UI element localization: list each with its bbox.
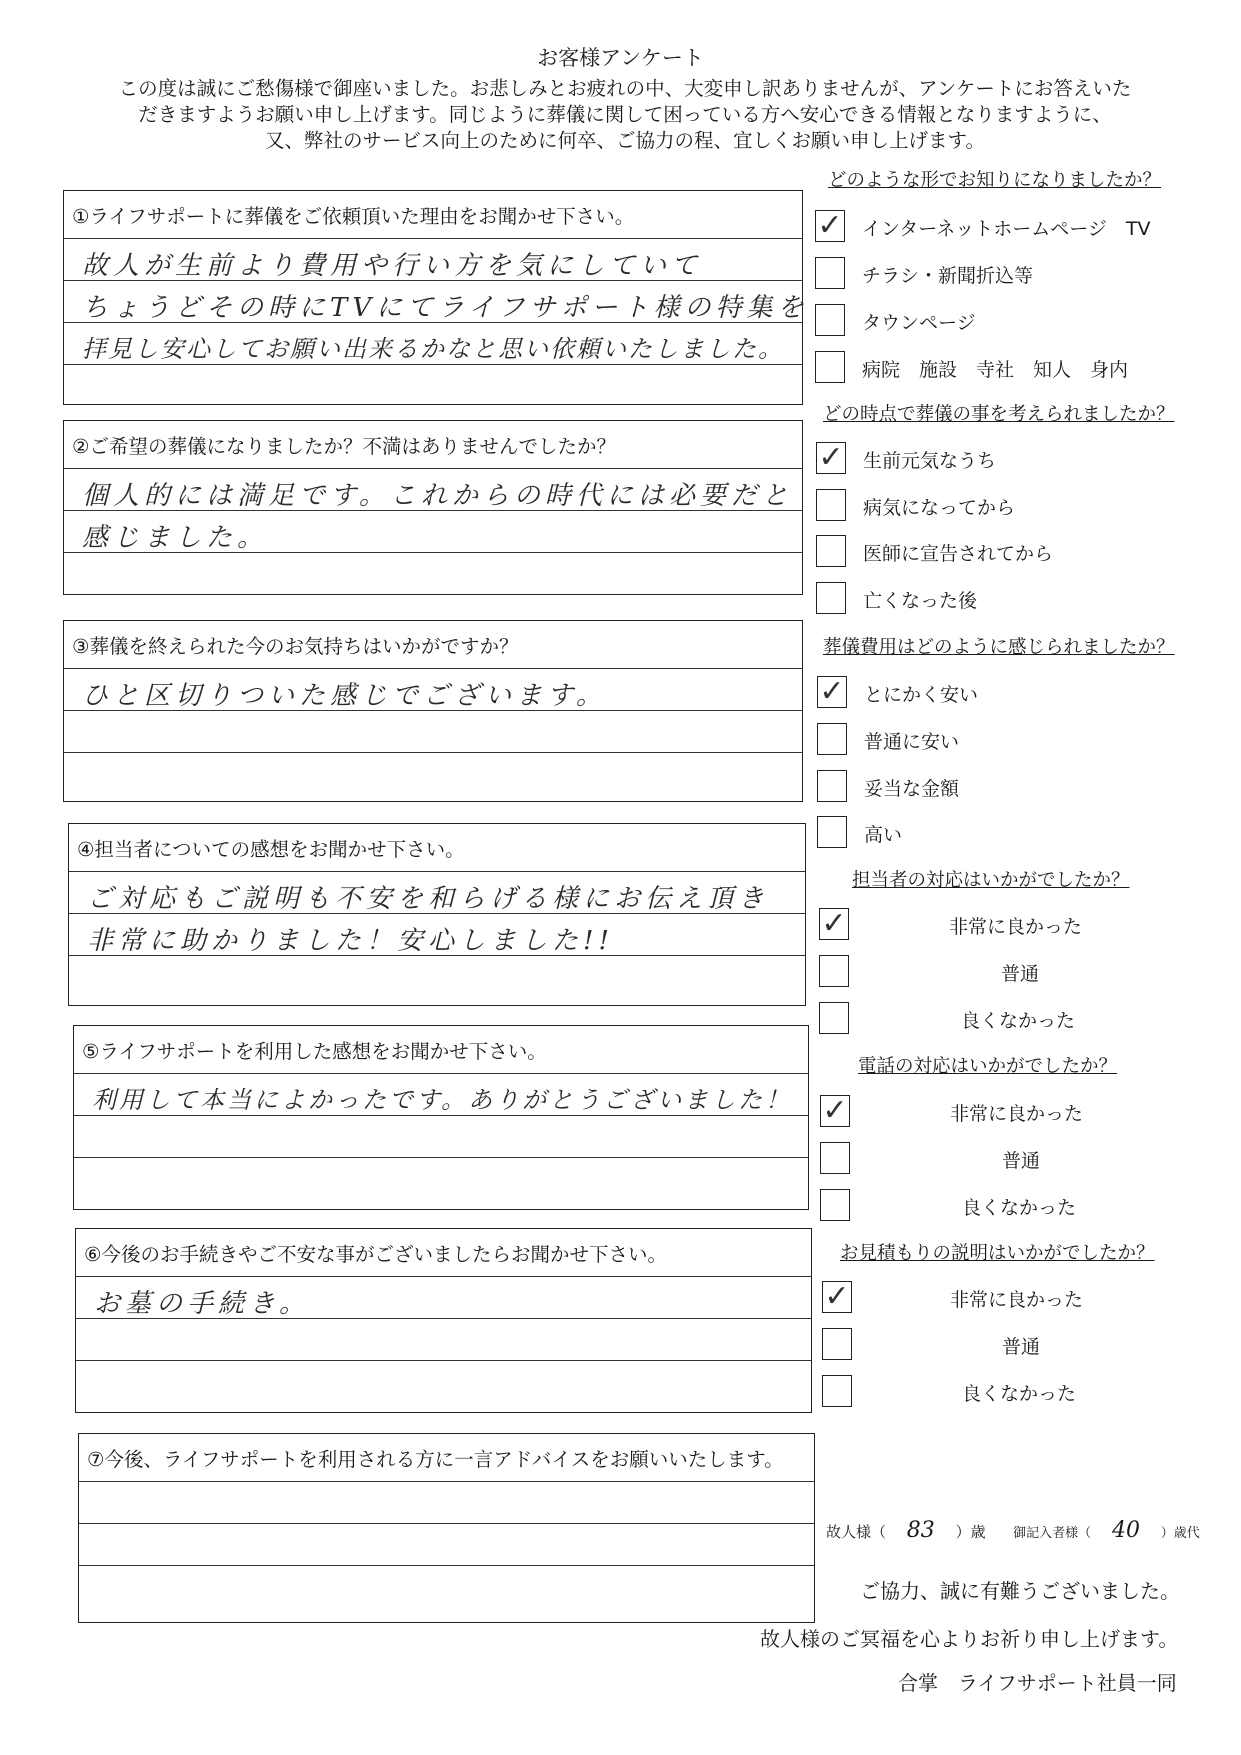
intro-line: だきますようお願い申し上げます。同じように葬儀に関して困っている方へ安心できる情報となりますように、 <box>138 103 1112 126</box>
question-2-box <box>63 420 803 595</box>
checkbox[interactable] <box>817 816 847 848</box>
option-hospital[interactable]: 病院 施設 寺社 知人 身内 <box>815 351 1175 385</box>
answer-4-line-2: 非常に助かりました！安心しました!! <box>87 926 614 956</box>
option-internet[interactable]: ✓ インターネットホームページ TV <box>815 210 1175 244</box>
writer-age-value[interactable]: 40 <box>1111 1518 1140 1543</box>
checkbox[interactable] <box>819 1002 849 1034</box>
option-estimate-normal[interactable]: 普通 <box>822 1328 1182 1362</box>
option-estimate-bad[interactable]: 良くなかった <box>822 1375 1182 1409</box>
intro-text <box>60 76 1190 154</box>
question-3-label: ③葬儀を終えられた今のお気持ちはいかがですか？ <box>72 635 519 658</box>
option-diagnosed[interactable]: 医師に宣告されてから <box>816 535 1176 569</box>
question-1-label: ①ライフサポートに葬儀をご依頼頂いた理由をお聞かせ下さい。 <box>72 205 635 228</box>
checkbox[interactable]: ✓ <box>820 1095 850 1127</box>
option-very-cheap[interactable]: ✓ とにかく安い <box>817 676 1177 710</box>
option-expensive[interactable]: 高い <box>817 816 1177 850</box>
side-heading-2: どの時点で葬儀の事を考えられましたか？ <box>823 404 1175 425</box>
option-after-death[interactable]: 亡くなった後 <box>816 582 1176 616</box>
intro-line: 又、弊社のサービス向上のために何卒、ご協力の程、宜しくお願い申し上げます。 <box>265 129 985 152</box>
option-reasonable[interactable]: 妥当な金額 <box>817 770 1177 804</box>
question-3-box <box>63 620 803 802</box>
writer-age-suffix: ）歳代 <box>1160 1526 1200 1541</box>
signature-text: 合掌 ライフサポート社員一同 <box>898 1671 1177 1695</box>
option-flyer[interactable]: チラシ・新聞折込等 <box>815 257 1175 291</box>
checkbox[interactable]: ✓ <box>816 442 846 474</box>
checkbox[interactable] <box>816 489 846 521</box>
page-title: お客様アンケート <box>537 46 704 70</box>
answer-5-line-1: 利用して本当によかったです。ありがとうございました！ <box>92 1086 793 1114</box>
option-staff-very-good[interactable]: ✓ 非常に良かった <box>819 908 1179 942</box>
side-heading-4: 担当者の対応はいかがでしたか？ <box>852 870 1130 891</box>
deceased-age-suffix: ）歳 <box>955 1523 986 1541</box>
question-6-box <box>75 1228 812 1413</box>
option-phone-bad[interactable]: 良くなかった <box>820 1189 1180 1223</box>
checkbox[interactable]: ✓ <box>822 1281 852 1313</box>
checkbox[interactable] <box>820 1189 850 1221</box>
checkbox[interactable]: ✓ <box>815 210 845 242</box>
question-7-label: ⑦今後、ライフサポートを利用される方に一言アドバイスをお願いいたします。 <box>87 1448 784 1471</box>
option-phone-normal[interactable]: 普通 <box>820 1142 1180 1176</box>
question-4-label: ④担当者についての感想をお聞かせ下さい。 <box>77 838 465 861</box>
age-line <box>826 1518 1200 1543</box>
answer-2-line-2: 感じました。 <box>82 523 269 553</box>
deceased-age-label: 故人様（ <box>826 1523 887 1541</box>
answer-1-line-1: 故人が生前より費用や行い方を気にしていて <box>82 251 703 281</box>
question-5-box <box>73 1025 809 1210</box>
question-6-label: ⑥今後のお手続きやご不安な事がございましたらお聞かせ下さい。 <box>84 1243 667 1266</box>
checkbox[interactable] <box>822 1328 852 1360</box>
answer-1-line-3: 拝見し安心してお願い出来るかなと思い依頼いたしました。 <box>82 335 784 363</box>
answer-2-line-1: 個人的には満足です。これからの時代には必要だと <box>82 481 793 511</box>
option-healthy[interactable]: ✓ 生前元気なうち <box>816 442 1176 476</box>
checkbox[interactable] <box>815 351 845 383</box>
checkbox[interactable] <box>817 770 847 802</box>
answer-4-line-1: ご対応もご説明も不安を和らげる様にお伝え頂き <box>87 884 770 914</box>
checkbox[interactable]: ✓ <box>817 676 847 708</box>
side-heading-6: お見積もりの説明はいかがでしたか？ <box>840 1243 1155 1264</box>
option-staff-normal[interactable]: 普通 <box>819 955 1179 989</box>
checkbox[interactable]: ✓ <box>819 908 849 940</box>
side-heading-1: どのような形でお知りになりましたか？ <box>828 170 1162 191</box>
thanks-text: ご協力、誠に有難うございました。 <box>860 1579 1180 1603</box>
option-cheap[interactable]: 普通に安い <box>817 723 1177 757</box>
checkbox[interactable] <box>815 257 845 289</box>
answer-6-line-1: お墓の手続き。 <box>94 1289 310 1319</box>
question-4-box <box>68 823 806 1006</box>
side-heading-3: 葬儀費用はどのように感じられましたか？ <box>823 637 1175 658</box>
checkbox[interactable] <box>817 723 847 755</box>
checkbox[interactable] <box>816 535 846 567</box>
option-phone-very-good[interactable]: ✓ 非常に良かった <box>820 1095 1180 1129</box>
option-townpage[interactable]: タウンページ <box>815 304 1175 338</box>
checkbox[interactable] <box>820 1142 850 1174</box>
checkbox[interactable] <box>815 304 845 336</box>
question-7-box <box>78 1433 815 1623</box>
question-2-label: ②ご希望の葬儀になりましたか？不満はありませんでしたか？ <box>72 435 616 458</box>
side-heading-5: 電話の対応はいかがでしたか？ <box>858 1056 1118 1077</box>
condolence-text: 故人様のご冥福を心よりお祈り申し上げます。 <box>760 1627 1179 1651</box>
deceased-age-value[interactable]: 83 <box>906 1518 935 1543</box>
question-1-box <box>63 190 809 405</box>
checkbox[interactable] <box>816 582 846 614</box>
answer-1-line-2: ちょうどその時にTVにてライフサポート様の特集を <box>82 293 809 323</box>
checkbox[interactable] <box>822 1375 852 1407</box>
checkbox[interactable] <box>819 955 849 987</box>
answer-3-line-1: ひと区切りついた感じでございます。 <box>82 681 607 711</box>
question-5-label: ⑤ライフサポートを利用した感想をお聞かせ下さい。 <box>82 1040 547 1063</box>
option-staff-bad[interactable]: 良くなかった <box>819 1002 1179 1036</box>
option-sick[interactable]: 病気になってから <box>816 489 1176 523</box>
intro-line: この度は誠にご愁傷様で御座いました。お悲しみとお疲れの中、大変申し訳ありませんが、アンケートにお答えいた <box>118 77 1132 100</box>
option-estimate-very-good[interactable]: ✓ 非常に良かった <box>822 1281 1182 1315</box>
writer-age-label: 御記入者様（ <box>1013 1526 1092 1541</box>
